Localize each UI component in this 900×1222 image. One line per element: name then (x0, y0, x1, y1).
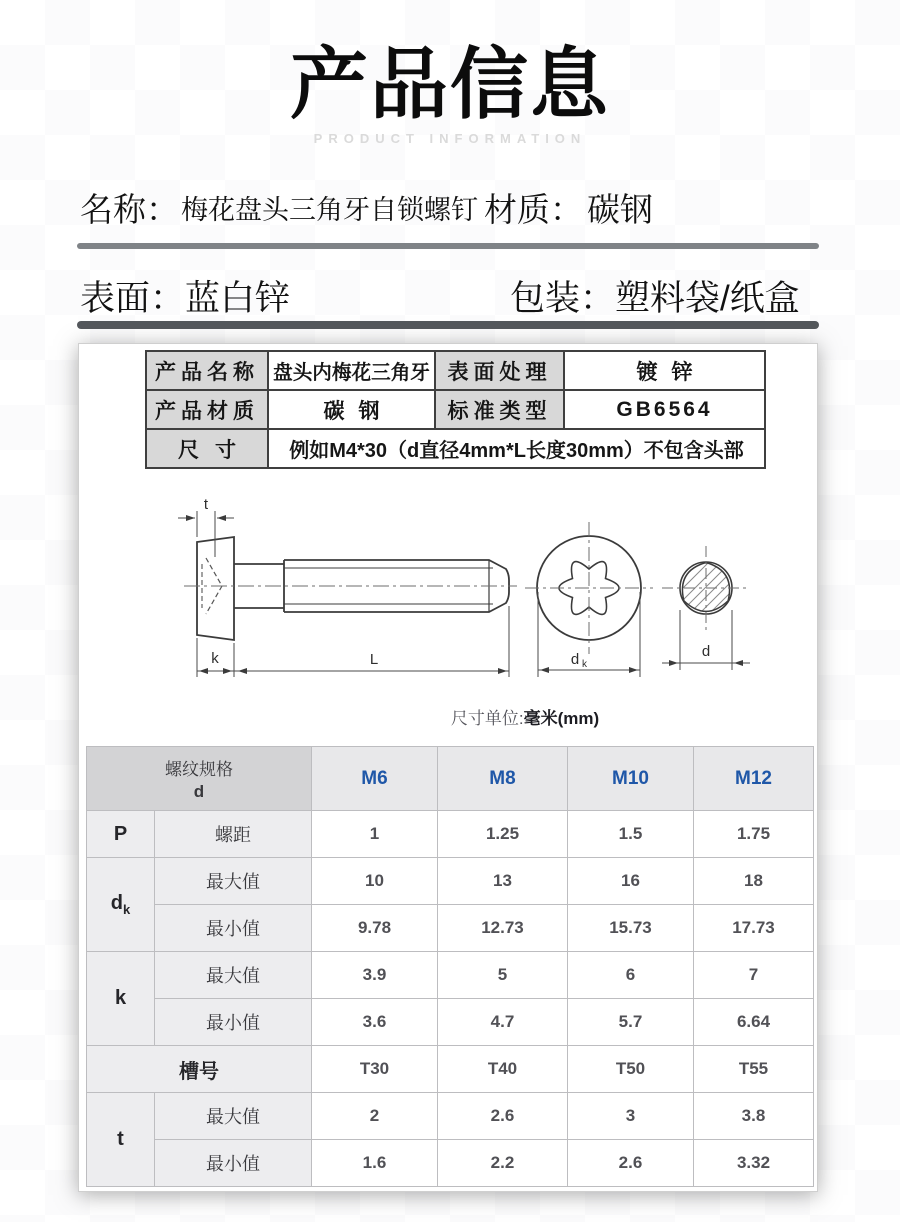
value-cell: 7 (694, 952, 814, 999)
value-cell: 13 (438, 858, 568, 905)
cell-material-value: 碳钢 (268, 390, 435, 429)
value-cell: 1.25 (438, 811, 568, 858)
name-material-row (80, 184, 653, 231)
material-value: 碳钢 (587, 191, 653, 228)
value-cell: 12.73 (438, 905, 568, 952)
material-label: 材质： (484, 191, 583, 228)
row-label: 最小值 (155, 905, 312, 952)
spec-corner-cell (87, 747, 312, 811)
value-cell: 1.5 (568, 811, 694, 858)
value-cell: 2.6 (438, 1093, 568, 1140)
value-cell: 16 (568, 858, 694, 905)
spec-row-slot (87, 1046, 814, 1093)
col-header-m10: M10 (568, 747, 694, 811)
group-label-k: k (87, 952, 155, 1046)
package-row (510, 271, 800, 321)
group-label-t: t (87, 1093, 155, 1187)
row-label: 最大值 (155, 1093, 312, 1140)
dim-label-d: d (701, 643, 711, 660)
value-cell: 1.6 (312, 1140, 438, 1187)
value-cell: 3.8 (694, 1093, 814, 1140)
dimension-k-L (197, 606, 509, 677)
dim-label-k: k (211, 650, 219, 667)
spec-header-row (87, 747, 814, 811)
value-cell: 5 (438, 952, 568, 999)
name-label: 名称： (80, 191, 179, 228)
cell-standard-value: GB6564 (564, 390, 765, 429)
screw-head-front-view (525, 522, 653, 654)
dimension-t (178, 511, 234, 557)
center-lines-section (662, 546, 750, 632)
value-cell: 6.64 (694, 999, 814, 1046)
value-cell: 18 (694, 858, 814, 905)
center-lines-front (525, 522, 653, 654)
value-cell: 2.6 (568, 1140, 694, 1187)
cell-material-label: 产品材质 (146, 390, 268, 429)
row-label: 最大值 (155, 952, 312, 999)
surface-value: 蓝白锌 (185, 279, 291, 318)
slot-number-label: 槽号 (87, 1046, 312, 1093)
table-row (146, 351, 765, 390)
dim-label-dk-main: d (570, 651, 580, 668)
thread-spec-symbol: d (193, 782, 205, 801)
thread-spec-label: 螺纹规格 (165, 760, 233, 779)
row-label: 螺距 (155, 811, 312, 858)
value-cell: 3.6 (312, 999, 438, 1046)
divider-top (77, 243, 819, 249)
screw-side-view (197, 537, 509, 640)
value-cell: T30 (312, 1046, 438, 1093)
dim-label-L: L (369, 651, 379, 668)
value-cell: 3 (568, 1093, 694, 1140)
divider-bottom (77, 321, 819, 329)
unit-value: 毫米(mm) (523, 709, 600, 728)
spec-row-pitch (87, 811, 814, 858)
spec-row-t-max (87, 1093, 814, 1140)
cell-size-value: 例如M4*30（d直径4mm*L长度30mm）不包含头部 (268, 429, 765, 468)
group-label-dk: $d_k$ (87, 858, 155, 952)
spec-row-k-max (87, 952, 814, 999)
value-cell: 3.32 (694, 1140, 814, 1187)
spec-row-dk-min (87, 905, 814, 952)
row-label: 最小值 (155, 1140, 312, 1187)
spec-row-dk-max (87, 858, 814, 905)
package-value: 塑料袋/纸盒 (615, 279, 800, 318)
value-cell: 2.2 (438, 1140, 568, 1187)
value-cell: 9.78 (312, 905, 438, 952)
spec-row-t-min (87, 1140, 814, 1187)
dimension-unit-note (451, 704, 599, 729)
spec-row-k-min (87, 999, 814, 1046)
dim-label-t: t (203, 496, 209, 513)
cell-surface-value: 镀锌 (564, 351, 765, 390)
value-cell: 17.73 (694, 905, 814, 952)
value-cell: 2 (312, 1093, 438, 1140)
page-title: 产品信息 (289, 40, 610, 128)
value-cell: 1 (312, 811, 438, 858)
value-cell: 1.75 (694, 811, 814, 858)
package-label: 包装： (510, 279, 616, 318)
value-cell: 10 (312, 858, 438, 905)
value-cell: 4.7 (438, 999, 568, 1046)
col-header-m12: M12 (694, 747, 814, 811)
col-header-m8: M8 (438, 747, 568, 811)
cell-size-label: 尺寸 (146, 429, 268, 468)
cell-product-name-value: 盘头内梅花三角牙 (270, 351, 434, 390)
row-label: 最大值 (155, 858, 312, 905)
value-cell: 3.9 (312, 952, 438, 999)
product-info-table (145, 350, 766, 469)
value-cell: T50 (568, 1046, 694, 1093)
value-cell: 5.7 (568, 999, 694, 1046)
technical-drawing (79, 461, 819, 691)
product-detail-card (78, 343, 818, 1192)
unit-label: 尺寸单位: (450, 709, 524, 728)
cell-surface-label: 表面处理 (435, 351, 564, 390)
cell-product-name-label: 产品名称 (146, 351, 268, 390)
cell-standard-label: 标准类型 (435, 390, 564, 429)
name-value: 梅花盘头三角牙自锁螺钉 (181, 195, 478, 225)
row-label: 最小值 (155, 999, 312, 1046)
value-cell: 15.73 (568, 905, 694, 952)
thread-spec-table (86, 746, 814, 1187)
value-cell: 6 (568, 952, 694, 999)
surface-label: 表面： (80, 279, 186, 318)
table-row (146, 390, 765, 429)
col-header-m6: M6 (312, 747, 438, 811)
group-label-P: P (87, 811, 155, 858)
dim-label-dk-sub: k (582, 659, 587, 670)
trilobular-section-view (642, 546, 768, 641)
page-subtitle: PRODUCT INFORMATION (313, 131, 587, 146)
value-cell: T40 (438, 1046, 568, 1093)
value-cell: T55 (694, 1046, 814, 1093)
surface-row (80, 271, 290, 321)
